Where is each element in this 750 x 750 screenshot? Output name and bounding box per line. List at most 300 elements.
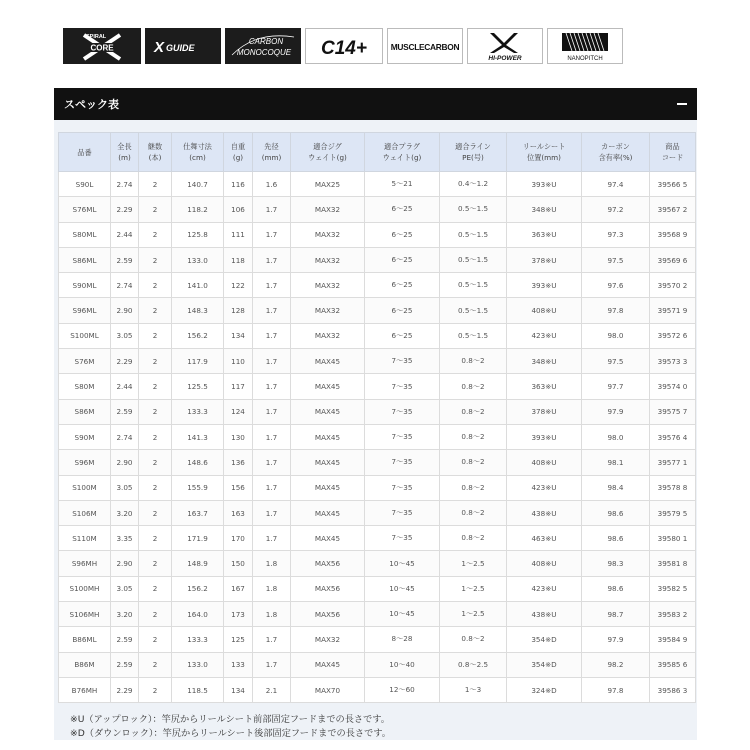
table-cell: 1.7 [253, 349, 291, 374]
table-cell: MAX45 [291, 475, 365, 500]
table-cell: S96M [59, 450, 111, 475]
table-cell: 98.7 [582, 602, 650, 627]
table-cell: 363※U [507, 374, 582, 399]
monocoque-text: MONOCOQUE [236, 48, 292, 57]
table-row [59, 424, 696, 449]
table-cell: 1.8 [253, 576, 291, 601]
spec-panel-title: スペック表 [64, 98, 119, 111]
table-cell: MAX45 [291, 526, 365, 551]
table-cell: 2 [139, 602, 172, 627]
table-cell: 2.59 [111, 399, 139, 424]
table-cell: 2 [139, 551, 172, 576]
table-cell: 117.9 [172, 349, 224, 374]
table-cell: 1.7 [253, 298, 291, 323]
column-header-line: 適合ライン [455, 142, 491, 151]
table-cell: 348※U [507, 197, 582, 222]
table-cell: 2 [139, 526, 172, 551]
table-cell: 7～35 [365, 450, 440, 475]
table-cell: MAX32 [291, 247, 365, 272]
column-header [224, 133, 253, 172]
table-cell: S100M [59, 475, 111, 500]
column-header-line: (本) [148, 153, 162, 162]
x-guide-logo [145, 28, 221, 64]
table-row [59, 576, 696, 601]
table-cell: S96ML [59, 298, 111, 323]
table-cell: 7～35 [365, 399, 440, 424]
table-cell: 163.7 [172, 500, 224, 525]
table-cell: 2 [139, 500, 172, 525]
table-cell: 118 [224, 247, 253, 272]
table-cell: 97.6 [582, 273, 650, 298]
table-cell: B86M [59, 652, 111, 677]
table-row [59, 247, 696, 272]
table-cell: 0.5～1.5 [440, 323, 507, 348]
table-cell: 2.74 [111, 424, 139, 449]
table-cell: S96MH [59, 551, 111, 576]
c14-plus-text: C14+ [321, 38, 367, 59]
table-cell: 0.5～1.5 [440, 197, 507, 222]
table-row [59, 475, 696, 500]
table-cell: 8～28 [365, 627, 440, 652]
table-cell: 98.3 [582, 551, 650, 576]
table-cell: 2 [139, 247, 172, 272]
table-cell: 10～40 [365, 652, 440, 677]
table-cell: 98.4 [582, 475, 650, 500]
table-cell: 1.8 [253, 551, 291, 576]
table-cell: 133 [224, 652, 253, 677]
table-cell: 2.59 [111, 627, 139, 652]
table-cell: 0.8～2 [440, 349, 507, 374]
collapse-minus-icon[interactable] [677, 99, 687, 109]
table-cell: 0.8～2 [440, 399, 507, 424]
table-cell: 2.74 [111, 273, 139, 298]
table-row [59, 323, 696, 348]
table-cell: 39568 9 [650, 222, 696, 247]
column-header [253, 133, 291, 172]
table-row [59, 602, 696, 627]
table-row [59, 349, 696, 374]
spiral-x-core-logo [63, 28, 141, 64]
table-cell: 0.8～2 [440, 424, 507, 449]
table-cell: 0.4～1.2 [440, 172, 507, 197]
nanopitch-logo [547, 28, 623, 64]
table-row [59, 677, 696, 702]
table-cell: 1.7 [253, 247, 291, 272]
table-cell: 1～2.5 [440, 551, 507, 576]
column-header-line: 継数 [147, 142, 163, 151]
table-cell: 1.7 [253, 374, 291, 399]
table-cell: 7～35 [365, 526, 440, 551]
column-header-line: 適合プラグ [384, 142, 420, 151]
column-header [365, 133, 440, 172]
table-cell: MAX32 [291, 222, 365, 247]
table-cell: 3.35 [111, 526, 139, 551]
table-cell: 39580 1 [650, 526, 696, 551]
table-cell: 128 [224, 298, 253, 323]
table-cell: 2.29 [111, 349, 139, 374]
table-cell: 6～25 [365, 273, 440, 298]
table-cell: 408※U [507, 298, 582, 323]
table-cell: 111 [224, 222, 253, 247]
table-cell: 0.8～2.5 [440, 652, 507, 677]
table-cell: 6～25 [365, 247, 440, 272]
table-cell: 6～25 [365, 197, 440, 222]
table-cell: 2 [139, 349, 172, 374]
table-cell: 2 [139, 475, 172, 500]
table-cell: 0.8～2 [440, 475, 507, 500]
table-cell: S86M [59, 399, 111, 424]
table-cell: B76MH [59, 677, 111, 702]
table-cell: 1.7 [253, 323, 291, 348]
table-cell: 7～35 [365, 349, 440, 374]
table-cell: 156 [224, 475, 253, 500]
table-cell: 1.7 [253, 500, 291, 525]
table-cell: S90ML [59, 273, 111, 298]
table-cell: 125.8 [172, 222, 224, 247]
table-cell: 408※U [507, 551, 582, 576]
table-cell: 1.7 [253, 197, 291, 222]
table-cell: 141.3 [172, 424, 224, 449]
table-cell: 150 [224, 551, 253, 576]
column-header-line: 位置(mm) [527, 153, 561, 162]
table-cell: 2 [139, 298, 172, 323]
table-cell: 0.8～2 [440, 627, 507, 652]
table-cell: MAX32 [291, 627, 365, 652]
table-cell: 7～35 [365, 500, 440, 525]
table-cell: 2 [139, 197, 172, 222]
table-cell: 393※U [507, 273, 582, 298]
spec-panel-header[interactable] [54, 88, 697, 120]
table-cell: 39582 5 [650, 576, 696, 601]
table-cell: MAX45 [291, 399, 365, 424]
table-cell: 39586 3 [650, 677, 696, 702]
spec-table [58, 132, 696, 703]
table-cell: 0.8～2 [440, 450, 507, 475]
table-cell: 97.8 [582, 677, 650, 702]
table-cell: 97.4 [582, 172, 650, 197]
column-header [139, 133, 172, 172]
table-cell: 3.05 [111, 323, 139, 348]
table-cell: 164.0 [172, 602, 224, 627]
x-guide-text: GUIDE [166, 43, 195, 53]
table-cell: 2.74 [111, 172, 139, 197]
table-cell: 1～2.5 [440, 576, 507, 601]
table-cell: 0.8～2 [440, 374, 507, 399]
hi-power-text: HI-POWER [488, 55, 522, 62]
table-cell: 1.7 [253, 475, 291, 500]
table-cell: 122 [224, 273, 253, 298]
table-cell: 173 [224, 602, 253, 627]
table-cell: 148.3 [172, 298, 224, 323]
table-cell: 155.9 [172, 475, 224, 500]
table-cell: 140.7 [172, 172, 224, 197]
table-cell: 39578 8 [650, 475, 696, 500]
table-cell: 125 [224, 627, 253, 652]
table-cell: 6～25 [365, 298, 440, 323]
table-row [59, 399, 696, 424]
table-cell: MAX25 [291, 172, 365, 197]
table-cell: 39579 5 [650, 500, 696, 525]
table-cell: 148.9 [172, 551, 224, 576]
table-cell: 39571 9 [650, 298, 696, 323]
table-row [59, 197, 696, 222]
table-cell: 156.2 [172, 576, 224, 601]
column-header-line: 品番 [77, 147, 92, 157]
table-cell: 324※D [507, 677, 582, 702]
table-cell: S76ML [59, 197, 111, 222]
table-cell: MAX56 [291, 602, 365, 627]
muscle-carbon-logo [387, 28, 463, 64]
table-cell: 170 [224, 526, 253, 551]
table-cell: 378※U [507, 399, 582, 424]
table-cell: 133.0 [172, 247, 224, 272]
table-cell: 2.59 [111, 247, 139, 272]
column-header-line: (g) [232, 153, 244, 162]
table-cell: 2.29 [111, 197, 139, 222]
column-header-line: 含有率(%) [598, 153, 633, 162]
table-cell: 134 [224, 323, 253, 348]
table-cell: 3.05 [111, 576, 139, 601]
table-cell: 348※U [507, 349, 582, 374]
column-header-line: (m) [118, 153, 131, 162]
table-cell: 39569 6 [650, 247, 696, 272]
table-cell: 423※U [507, 576, 582, 601]
column-header [111, 133, 139, 172]
column-header-line: 商品 [665, 142, 680, 151]
table-cell: 39584 9 [650, 627, 696, 652]
column-header-line: 自重 [230, 142, 246, 151]
table-cell: 2.1 [253, 677, 291, 702]
table-cell: MAX32 [291, 197, 365, 222]
table-cell: 0.5～1.5 [440, 222, 507, 247]
table-cell: 12～60 [365, 677, 440, 702]
table-cell: S80ML [59, 222, 111, 247]
table-cell: 3.20 [111, 500, 139, 525]
table-cell: 0.8～2 [440, 500, 507, 525]
table-cell: 3.05 [111, 475, 139, 500]
table-cell: 97.5 [582, 247, 650, 272]
table-cell: 39581 8 [650, 551, 696, 576]
table-cell: MAX70 [291, 677, 365, 702]
table-cell: S90L [59, 172, 111, 197]
table-cell: 167 [224, 576, 253, 601]
footnote-uplock: ※U（アップロック）：竿尻からリールシート前部固定フードまでの長さです。 [70, 714, 390, 725]
table-cell: 2 [139, 273, 172, 298]
table-cell: 5～21 [365, 172, 440, 197]
table-cell: 130 [224, 424, 253, 449]
column-header [507, 133, 582, 172]
table-cell: 39585 6 [650, 652, 696, 677]
table-cell: 98.6 [582, 500, 650, 525]
table-cell: 1.7 [253, 399, 291, 424]
table-cell: 97.7 [582, 374, 650, 399]
table-cell: 39574 0 [650, 374, 696, 399]
table-row [59, 627, 696, 652]
table-cell: 2 [139, 172, 172, 197]
table-cell: 378※U [507, 247, 582, 272]
table-cell: 97.2 [582, 197, 650, 222]
table-cell: 97.8 [582, 298, 650, 323]
table-cell: 2 [139, 652, 172, 677]
table-cell: 463※U [507, 526, 582, 551]
table-cell: 2 [139, 323, 172, 348]
table-cell: 408※U [507, 450, 582, 475]
table-cell: 97.5 [582, 349, 650, 374]
table-row [59, 526, 696, 551]
column-header-line: PE(号) [462, 153, 484, 162]
table-row [59, 551, 696, 576]
table-cell: 393※U [507, 424, 582, 449]
table-cell: B86ML [59, 627, 111, 652]
table-cell: S106M [59, 500, 111, 525]
table-cell: 134 [224, 677, 253, 702]
table-cell: MAX45 [291, 500, 365, 525]
spiral-x-core-main-text: CORE [90, 43, 114, 53]
table-cell: 1.7 [253, 273, 291, 298]
table-cell: 2 [139, 627, 172, 652]
table-row [59, 374, 696, 399]
table-cell: 39583 2 [650, 602, 696, 627]
column-header [172, 133, 224, 172]
table-cell: MAX32 [291, 323, 365, 348]
table-cell: 97.3 [582, 222, 650, 247]
table-cell: 39572 6 [650, 323, 696, 348]
table-cell: 2 [139, 222, 172, 247]
table-cell: 1.6 [253, 172, 291, 197]
table-cell: 3.20 [111, 602, 139, 627]
table-cell: 117 [224, 374, 253, 399]
table-cell: 116 [224, 172, 253, 197]
table-cell: S100ML [59, 323, 111, 348]
table-cell: 7～35 [365, 374, 440, 399]
table-cell: 0.8～2 [440, 526, 507, 551]
table-cell: MAX45 [291, 450, 365, 475]
table-cell: 125.5 [172, 374, 224, 399]
table-cell: 171.9 [172, 526, 224, 551]
column-header [291, 133, 365, 172]
table-cell: 98.0 [582, 424, 650, 449]
carbon-monocoque-logo [225, 28, 301, 64]
table-cell: 39575 7 [650, 399, 696, 424]
table-cell: 423※U [507, 475, 582, 500]
table-cell: S100MH [59, 576, 111, 601]
table-cell: 393※U [507, 172, 582, 197]
table-cell: 39567 2 [650, 197, 696, 222]
table-cell: 2.29 [111, 677, 139, 702]
table-cell: 163 [224, 500, 253, 525]
table-cell: 2.44 [111, 222, 139, 247]
table-row [59, 298, 696, 323]
table-row [59, 652, 696, 677]
table-cell: MAX32 [291, 298, 365, 323]
table-cell: 124 [224, 399, 253, 424]
column-header-line: (mm) [261, 153, 282, 162]
table-cell: 1.7 [253, 450, 291, 475]
muscle-carbon-text: MUSCLECARBON [390, 42, 460, 52]
column-header-line: ウェイト(g) [382, 153, 422, 162]
table-cell: S86ML [59, 247, 111, 272]
table-row [59, 273, 696, 298]
table-cell: 1.7 [253, 222, 291, 247]
table-cell: 39576 4 [650, 424, 696, 449]
table-cell: 0.5～1.5 [440, 273, 507, 298]
table-cell: 2 [139, 450, 172, 475]
table-cell: 106 [224, 197, 253, 222]
column-header-line: 先径 [264, 142, 279, 151]
table-cell: 354※D [507, 627, 582, 652]
column-header-line: カーボン [601, 142, 630, 151]
hi-power-x-logo [467, 28, 543, 64]
table-cell: MAX56 [291, 576, 365, 601]
table-cell: 2 [139, 424, 172, 449]
table-cell: 118.5 [172, 677, 224, 702]
table-cell: 2.59 [111, 652, 139, 677]
column-header-line: リールシート [522, 142, 566, 151]
table-cell: 1.7 [253, 424, 291, 449]
column-header [650, 133, 696, 172]
table-cell: 2 [139, 399, 172, 424]
table-cell: MAX45 [291, 424, 365, 449]
table-cell: 2.44 [111, 374, 139, 399]
table-cell: 2.90 [111, 551, 139, 576]
table-cell: 39577 1 [650, 450, 696, 475]
table-row [59, 172, 696, 197]
table-cell: 1.7 [253, 652, 291, 677]
table-row [59, 222, 696, 247]
table-cell: 148.6 [172, 450, 224, 475]
table-cell: MAX56 [291, 551, 365, 576]
table-cell: 10～45 [365, 551, 440, 576]
table-cell: 133.3 [172, 627, 224, 652]
table-cell: S76M [59, 349, 111, 374]
table-cell: 1～2.5 [440, 602, 507, 627]
table-cell: 438※U [507, 500, 582, 525]
table-cell: 1.8 [253, 602, 291, 627]
table-cell: 39570 2 [650, 273, 696, 298]
table-cell: MAX45 [291, 652, 365, 677]
table-cell: 110 [224, 349, 253, 374]
table-cell: 98.0 [582, 323, 650, 348]
table-cell: S110M [59, 526, 111, 551]
table-cell: 98.1 [582, 450, 650, 475]
table-cell: 97.9 [582, 627, 650, 652]
table-cell: 6～25 [365, 222, 440, 247]
table-body [59, 172, 696, 703]
table-cell: 7～35 [365, 424, 440, 449]
table-cell: 97.9 [582, 399, 650, 424]
table-cell: 363※U [507, 222, 582, 247]
nanopitch-text: NANOPITCH [567, 56, 603, 62]
table-cell: 10～45 [365, 602, 440, 627]
table-cell: 136 [224, 450, 253, 475]
spiral-x-core-small-text: SPIRAL [86, 34, 107, 40]
column-header-line: 適合ジグ [313, 142, 342, 151]
table-cell: 1～3 [440, 677, 507, 702]
table-cell: 39566 5 [650, 172, 696, 197]
column-header-line: (cm) [189, 153, 206, 162]
table-cell: 2.90 [111, 298, 139, 323]
table-cell: 39573 3 [650, 349, 696, 374]
table-cell: 423※U [507, 323, 582, 348]
column-header-line: 仕舞寸法 [183, 142, 212, 151]
table-cell: S90M [59, 424, 111, 449]
table-cell: 98.6 [582, 526, 650, 551]
table-cell: 438※U [507, 602, 582, 627]
table-cell: 2 [139, 677, 172, 702]
table-cell: 1.7 [253, 627, 291, 652]
spec-panel [54, 88, 697, 740]
svg-text:X: X [154, 39, 165, 56]
